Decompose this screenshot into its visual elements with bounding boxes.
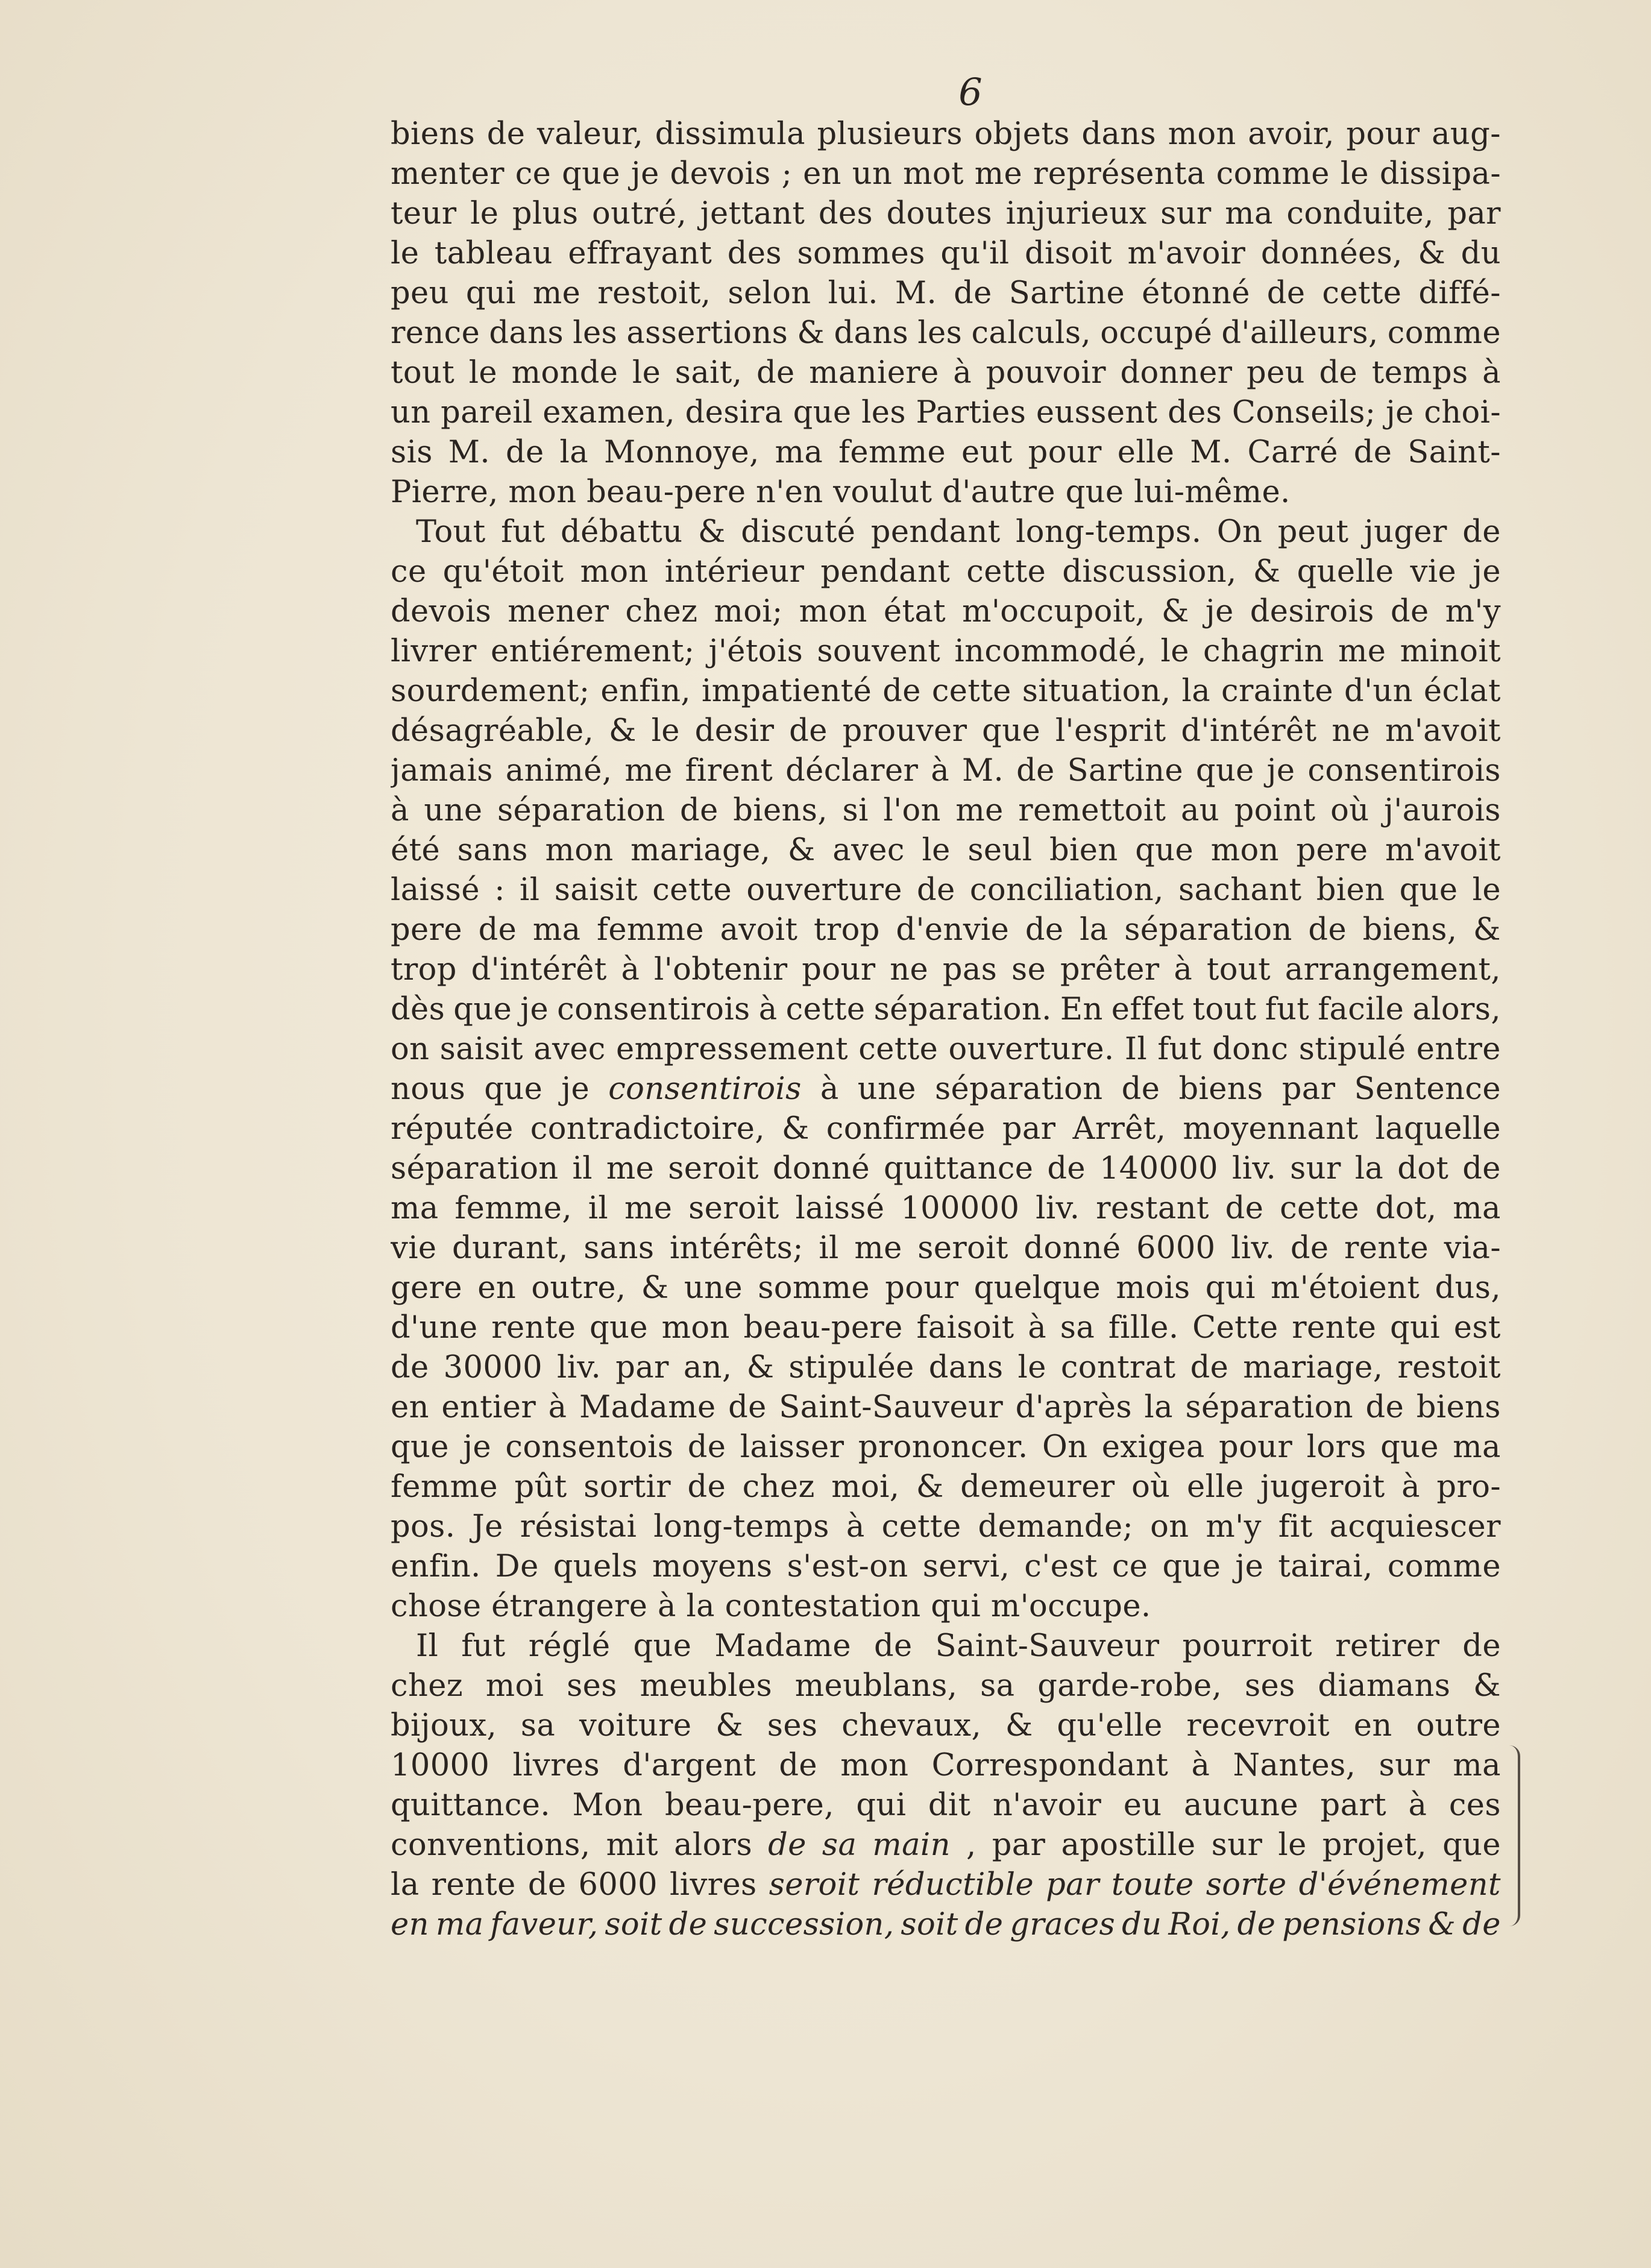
text-line: livrer entiérement; j'étois souvent incommodé, le chagrin me minoit <box>391 634 1501 669</box>
text-line: réputée contradictoire, & confirmée par Arrêt, moyennant laquelle <box>391 1111 1501 1147</box>
text-line: rence dans les assertions & dans les calculs, occupé d'ailleurs, comme <box>391 315 1501 351</box>
text-line: d'une rente que mon beau-pere faisoit à sa fille. Cette rente qui est <box>391 1310 1501 1346</box>
text-line: vie durant, sans intérêts; il me seroit donné 6000 liv. de rente via- <box>391 1230 1501 1266</box>
text-line: femme pût sortir de chez moi, & demeurer où elle jugeroit à pro- <box>391 1469 1501 1505</box>
text-line: laissé : il saisit cette ouverture de conciliation, sachant bien que le <box>391 872 1501 908</box>
text-line: 10000 livres d'argent de mon Correspondant à Nantes, sur ma <box>391 1748 1501 1783</box>
body-text <box>391 115 1501 1945</box>
margin-bracket-mark <box>1505 1745 1520 1926</box>
text-line: menter ce que je devois ; en un mot me représenta comme le dissipa- <box>391 156 1501 192</box>
text-line: sourdement; enfin, impatienté de cette situation, la crainte d'un éclat <box>391 673 1501 709</box>
text-line: ce qu'étoit mon intérieur pendant cette discussion, & quelle vie je <box>391 554 1501 590</box>
text-line: un pareil examen, desira que les Parties eussent des Conseils; je choi- <box>391 395 1501 430</box>
text-line: jamais animé, me firent déclarer à M. de Sartine que je consentirois <box>391 753 1501 789</box>
text-line: Il fut réglé que Madame de Saint-Sauveur pourroit retirer de <box>416 1628 1501 1664</box>
text-line: de 30000 liv. par an, & stipulée dans le contrat de mariage, restoit <box>391 1350 1501 1385</box>
text-line: biens de valeur, dissimula plusieurs objets dans mon avoir, pour aug- <box>391 116 1501 152</box>
text-line: teur le plus outré, jettant des doutes injurieux sur ma conduite, par <box>391 196 1501 232</box>
text-line: séparation il me seroit donné quittance de 140000 liv. sur la dot de <box>391 1151 1501 1186</box>
text-line: chez moi ses meubles meublans, sa garde-robe, ses diamans & <box>391 1668 1501 1704</box>
text-line: bijoux, sa voiture & ses chevaux, & qu'elle recevroit en outre <box>391 1708 1501 1744</box>
text-line: à une séparation de biens, si l'on me remettoit au point où j'aurois <box>391 793 1501 828</box>
text-line: en ma faveur, soit de succession, soit de graces du Roi, de pensions & de <box>391 1907 1501 1942</box>
page-number: 6 <box>958 70 983 114</box>
text-line: que je consentois de laisser prononcer. On exigea pour lors que ma <box>391 1429 1501 1465</box>
text-line: Tout fut débattu & discuté pendant long-temps. On peut juger de <box>416 514 1501 550</box>
text-line: Pierre, mon beau-pere n'en voulut d'autre que lui-même. <box>391 474 1291 510</box>
text-line: en entier à Madame de Saint-Sauveur d'après la séparation de biens <box>391 1390 1501 1425</box>
text-line: chose étrangere à la contestation qui m'occupe. <box>391 1589 1151 1624</box>
text-line: conventions, mit alors de sa main , par apostille sur le projet, que <box>391 1827 1501 1863</box>
text-line: trop d'intérêt à l'obtenir pour ne pas se prêter à tout arrangement, <box>391 952 1501 988</box>
text-line: enfin. De quels moyens s'est-on servi, c'est ce que je tairai, comme <box>391 1549 1501 1584</box>
text-line: désagréable, & le desir de prouver que l'esprit d'intérêt ne m'avoit <box>391 713 1501 749</box>
text-line: quittance. Mon beau-pere, qui dit n'avoir eu aucune part à ces <box>391 1788 1501 1823</box>
text-line: nous que je consentirois à une séparation de biens par Sentence <box>391 1071 1501 1107</box>
text-line: sis M. de la Monnoye, ma femme eut pour elle M. Carré de Saint- <box>391 435 1501 470</box>
text-line: peu qui me restoit, selon lui. M. de Sartine étonné de cette diffé- <box>391 276 1501 311</box>
text-line: tout le monde le sait, de maniere à pouvoir donner peu de temps à <box>391 355 1501 391</box>
text-line: pere de ma femme avoit trop d'envie de la séparation de biens, & <box>391 912 1501 948</box>
text-line: dès que je consentirois à cette séparation. En effet tout fut facile alors, <box>391 992 1501 1027</box>
text-line: ma femme, il me seroit laissé 100000 liv. restant de cette dot, ma <box>391 1191 1501 1226</box>
text-line: devois mener chez moi; mon état m'occupoit, & je desirois de m'y <box>391 594 1501 629</box>
text-line: gere en outre, & une somme pour quelque mois qui m'étoient dus, <box>391 1270 1501 1306</box>
text-line: été sans mon mariage, & avec le seul bien que mon pere m'avoit <box>391 833 1501 868</box>
text-line: la rente de 6000 livres seroit réductible par toute sorte d'événement <box>391 1867 1501 1903</box>
text-line: pos. Je résistai long-temps à cette demande; on m'y fit acquiescer <box>391 1509 1501 1545</box>
text-line: on saisit avec empressement cette ouverture. Il fut donc stipulé entre <box>391 1032 1501 1067</box>
text-line: le tableau effrayant des sommes qu'il disoit m'avoir données, & du <box>391 236 1501 271</box>
